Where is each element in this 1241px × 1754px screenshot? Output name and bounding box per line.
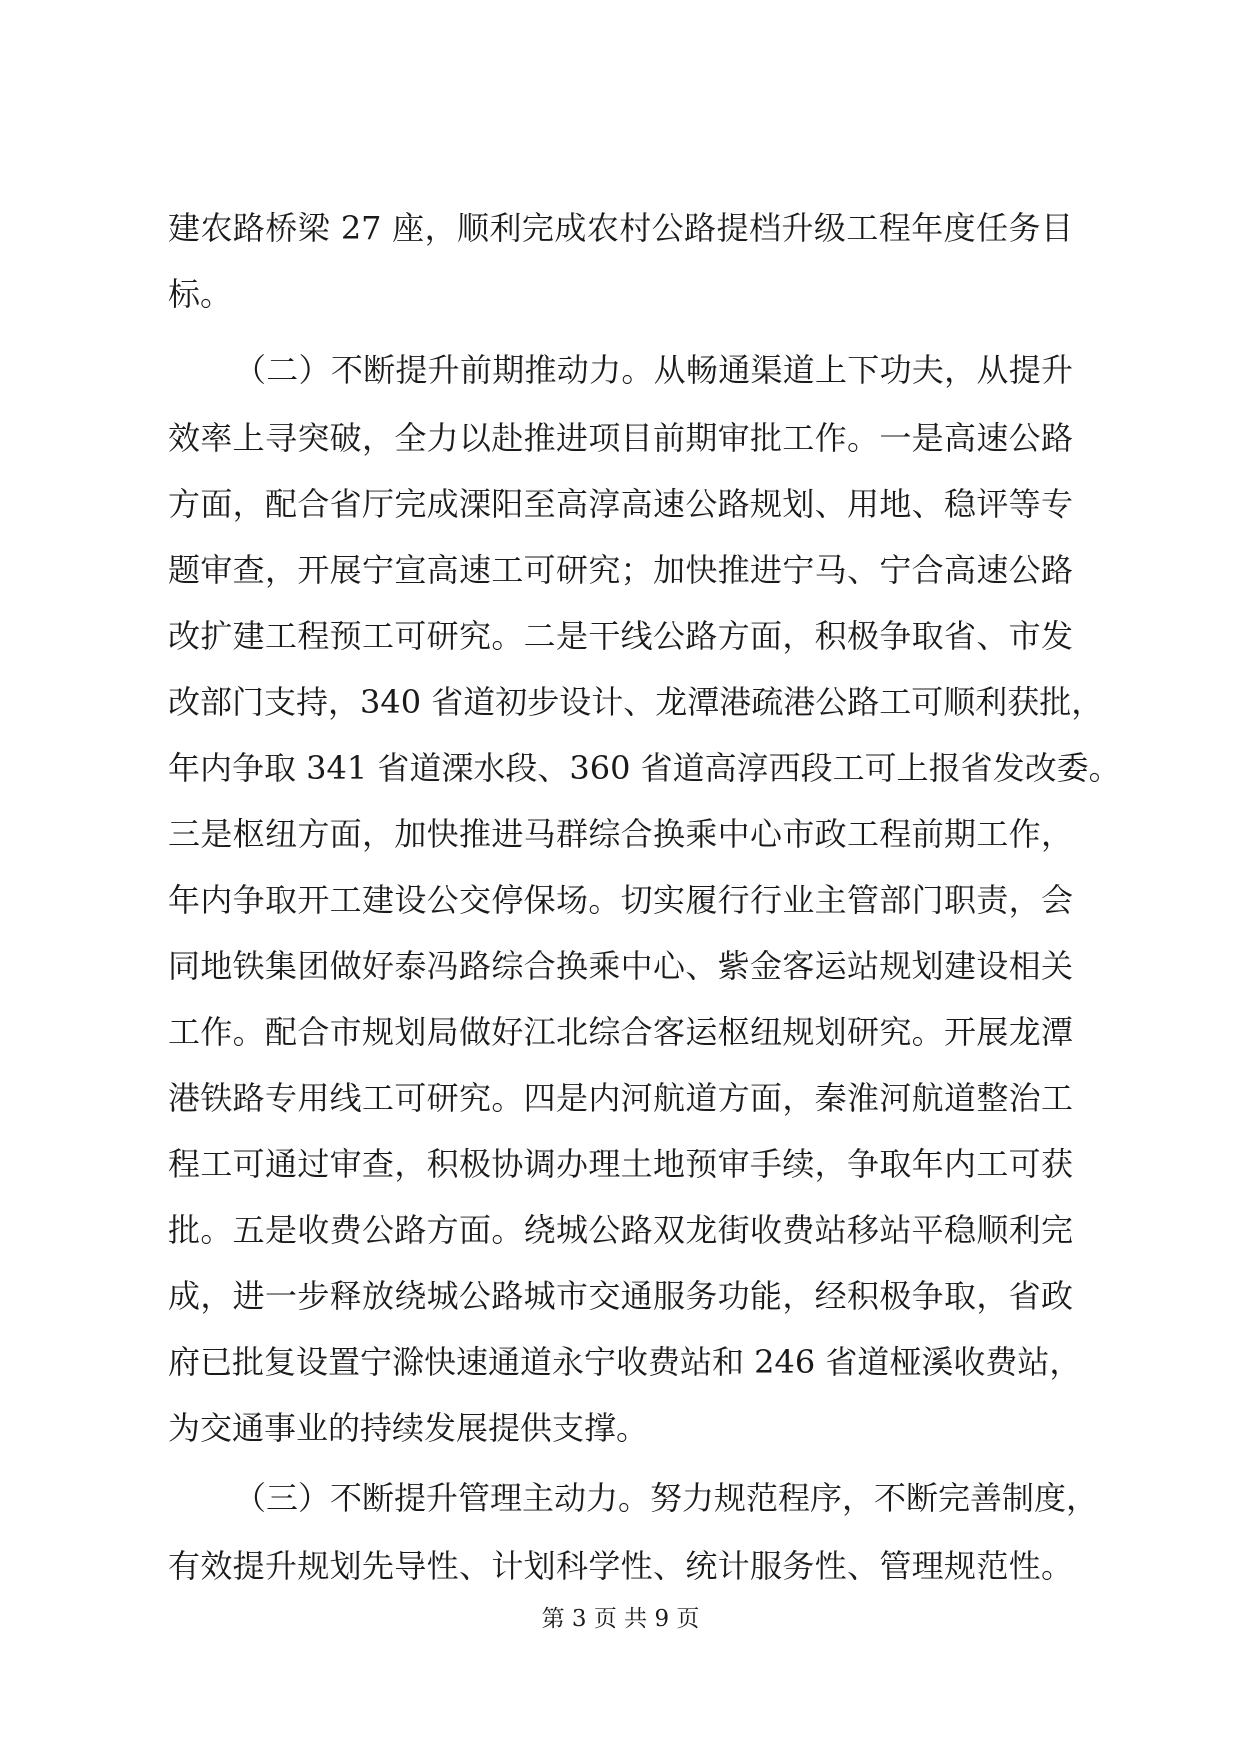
text-line-21: 有效提升规划先导性、计划科学性、统计服务性、管理规范性。 (168, 1547, 1073, 1585)
text-line-7: 改扩建工程预工可研究。二是干线公路方面，积极争取省、市发 (168, 617, 1073, 655)
text-line-18: 府已批复设置宁滁快速通道永宁收费站和 246 省道桠溪收费站， (168, 1343, 1082, 1381)
text-line-13: 工作。配合市规划局做好江北综合客运枢纽规划研究。开展龙潭 (168, 1013, 1073, 1051)
text-line-8: 改部门支持，340 省道初步设计、龙潭港疏港公路工可顺利获批， (168, 683, 1104, 721)
text-line-1: 建农路桥梁 27 座，顺利完成农村公路提档升级工程年度任务目 (168, 209, 1073, 247)
text-line-10: 三是枢纽方面，加快推进马群综合换乘中心市政工程前期工作， (168, 815, 1073, 853)
text-line-5: 方面，配合省厅完成溧阳至高淳高速公路规划、用地、稳评等专 (168, 485, 1073, 523)
text-line-20: （三）不断提升管理主动力。努力规范程序，不断完善制度， (234, 1479, 1099, 1517)
text-line-12: 同地铁集团做好泰冯路综合换乘中心、紫金客运站规划建设相关 (168, 947, 1073, 985)
text-line-16: 批。五是收费公路方面。绕城公路双龙街收费站移站平稳顺利完 (168, 1211, 1073, 1249)
text-line-4: 效率上寻突破，全力以赴推进项目前期审批工作。一是高速公路 (168, 419, 1073, 457)
text-line-14: 港铁路专用线工可研究。四是内河航道方面，秦淮河航道整治工 (168, 1079, 1073, 1117)
text-line-2: 标。 (168, 275, 233, 313)
text-line-17: 成，进一步释放绕城公路城市交通服务功能，经积极争取，省政 (168, 1277, 1073, 1315)
text-line-6: 题审查，开展宁宣高速工可研究；加快推进宁马、宁合高速公路 (168, 551, 1073, 589)
text-line-11: 年内争取开工建设公交停保场。切实履行行业主管部门职责，会 (168, 881, 1073, 919)
text-line-15: 程工可通过审查，积极协调办理土地预审手续，争取年内工可获 (168, 1145, 1073, 1183)
text-line-19: 为交通事业的持续发展提供支撑。 (168, 1409, 649, 1447)
text-line-3: （二）不断提升前期推动力。从畅通渠道上下功夫，从提升 (234, 351, 1073, 389)
text-line-9: 年内争取 341 省道溧水段、360 省道高淳西段工可上报省发改委。 (168, 749, 1121, 787)
page-footer: 第 3 页 共 9 页 (541, 1606, 700, 1632)
